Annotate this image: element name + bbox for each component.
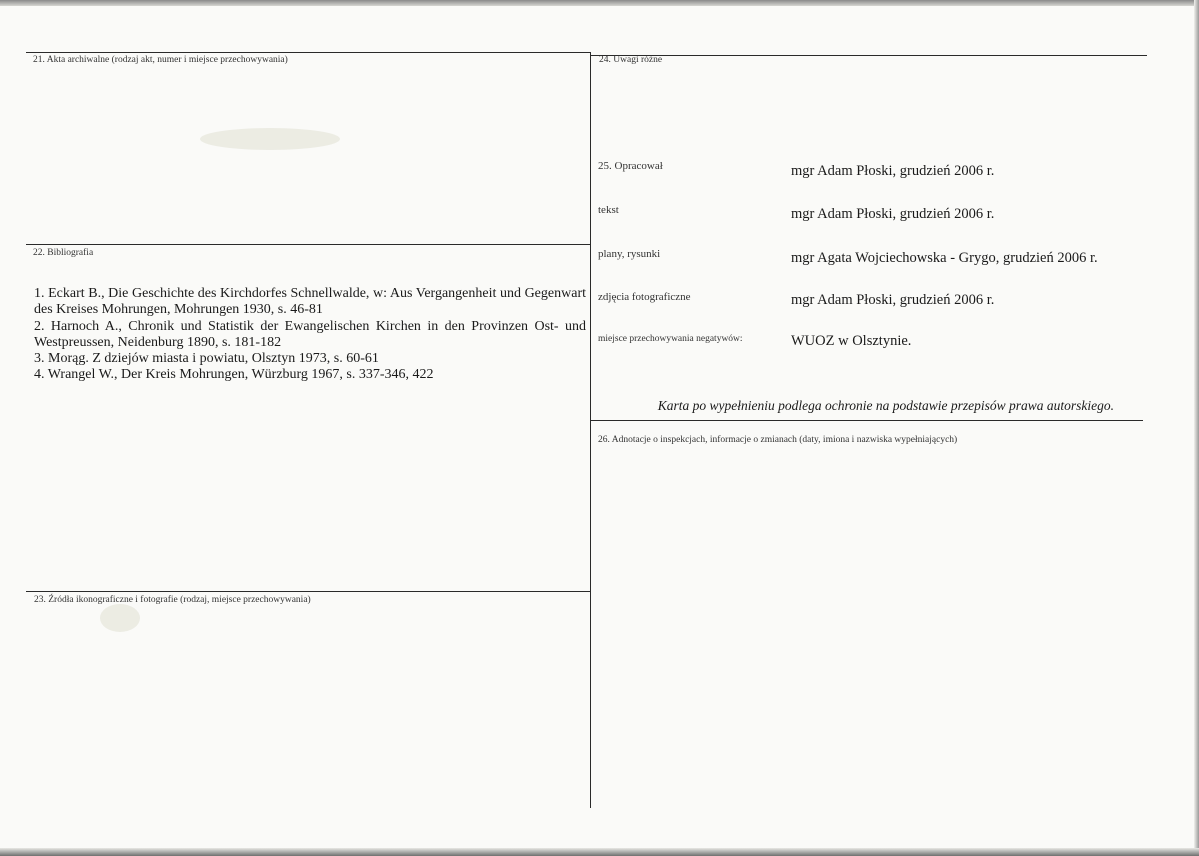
bibliography-list xyxy=(34,286,586,384)
text-author-label: tekst xyxy=(598,204,619,216)
negatives-storage-value: WUOZ w Olsztynie. xyxy=(791,333,912,349)
plans-author-value: mgr Agata Wojciechowska - Grygo, grudzień 2006 r. xyxy=(791,250,1098,266)
rule-before-iconography xyxy=(26,591,590,592)
scan-edge-right xyxy=(1194,0,1199,856)
rule-before-annotations xyxy=(591,420,1143,421)
text-author-value: mgr Adam Płoski, grudzień 2006 r. xyxy=(791,206,995,222)
column-divider xyxy=(590,52,591,808)
paper-smudge xyxy=(100,604,140,632)
paper-smudge xyxy=(200,128,340,150)
bibliography-item: 1. Eckart B., Die Geschichte des Kirchdorfes Schnellwalde, w: Aus Vergangenheit und Gegenwart des Kreises Mohrungen, Mohrungen 1930, s. 46-81 xyxy=(34,286,586,318)
photos-author-label: zdjęcia fotograficzne xyxy=(598,291,691,303)
section-archival-records: 21. Akta archiwalne (rodzaj akt, numer i miejsce przechowywania) xyxy=(33,55,288,65)
negatives-storage-label: miejsce przechowywania negatywów: xyxy=(598,334,743,344)
top-rule-left xyxy=(26,52,590,53)
top-rule-right xyxy=(591,55,1147,56)
bibliography-item: 4. Wrangel W., Der Kreis Mohrungen, Würzburg 1967, s. 337-346, 422 xyxy=(34,367,434,383)
prepared-by-label: 25. Opracował xyxy=(598,160,663,172)
scan-edge-bottom xyxy=(0,848,1199,856)
section-iconography: 23. Źródła ikonograficzne i fotografie (rodzaj, miejsce przechowywania) xyxy=(34,595,311,605)
prepared-by-value: mgr Adam Płoski, grudzień 2006 r. xyxy=(791,163,995,179)
scan-edge-top xyxy=(0,0,1199,6)
section-bibliography: 22. Bibliografia xyxy=(33,248,94,258)
copyright-note: Karta po wypełnieniu podlega ochronie na podstawie przepisów prawa autorskiego. xyxy=(657,398,1114,413)
plans-author-label: plany, rysunki xyxy=(598,248,661,260)
bibliography-item: 3. Morąg. Z dziejów miasta i powiatu, Olsztyn 1973, s. 60-61 xyxy=(34,351,379,367)
section-remarks: 24. Uwagi różne xyxy=(599,55,663,65)
section-annotations: 26. Adnotacje o inspekcjach, informacje o zmianach (daty, imiona i nazwiska wypełniających) xyxy=(598,435,958,445)
photos-author-value: mgr Adam Płoski, grudzień 2006 r. xyxy=(791,292,995,308)
bibliography-item: 2. Harnoch A., Chronik und Statistik der Ewangelischen Kirchen in den Provinzen Ost- und Westpreussen, Neidenburg 1890, s. 181-182 xyxy=(34,318,586,350)
rule-before-bibliography xyxy=(26,244,590,245)
